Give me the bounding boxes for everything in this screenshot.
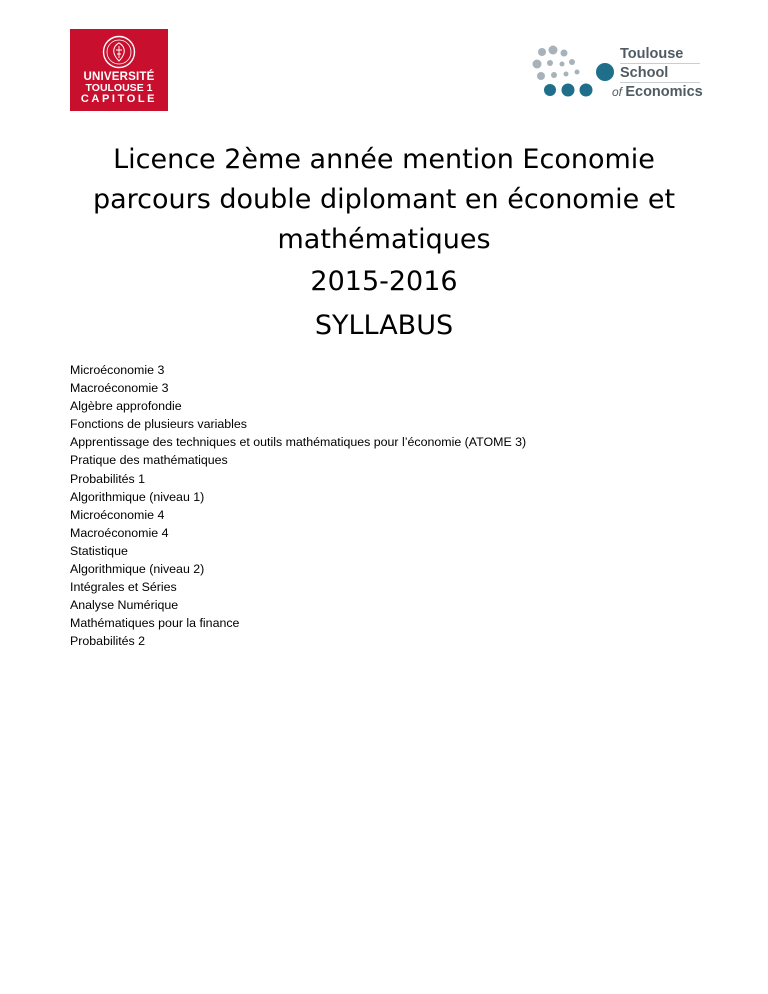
course-item: Algorithmique (niveau 2) [70, 562, 205, 577]
course-item: Probabilités 1 [70, 471, 146, 486]
tse-dots-icon [528, 44, 618, 104]
course-item: Macroéconomie 3 [70, 381, 169, 396]
tse-logo-word-of: of [612, 85, 626, 99]
course-item: Microéconomie 4 [70, 507, 165, 522]
ut1-logo-line1: UNIVERSITÉ [83, 71, 155, 83]
academic-year: 2015-2016 [310, 266, 458, 297]
ut1-logo-line3: CAPITOLE [80, 93, 158, 105]
course-item: Analyse Numérique [70, 598, 179, 613]
title-line-2: parcours double diplomant en économie et [92, 184, 676, 215]
syllabus-heading: SYLLABUS [314, 310, 454, 341]
course-item: Algorithmique (niveau 1) [70, 489, 205, 504]
tse-logo-word-school: School [620, 65, 669, 81]
tse-logo-rule-1 [620, 63, 700, 64]
ut1-logo-line2: TOULOUSE 1 [85, 82, 153, 94]
tse-logo-word-economics [612, 84, 703, 101]
tse-logo-rule-2 [620, 82, 700, 83]
title-line-1: Licence 2ème année mention Economie [113, 144, 655, 175]
course-item: Apprentissage des techniques et outils mathématiques pour l’économie (ATOME 3) [70, 435, 527, 450]
tse-logo-economics-text: Economics [625, 84, 703, 100]
course-item: Statistique [70, 543, 128, 558]
course-item: Algèbre approfondie [70, 399, 182, 414]
course-item: Pratique des mathématiques [70, 453, 228, 468]
course-item: Fonctions de plusieurs variables [70, 417, 248, 432]
course-item: Microéconomie 3 [70, 363, 165, 377]
course-item: Intégrales et Séries [70, 580, 177, 595]
title-line-3: mathématiques [277, 224, 491, 255]
course-item: Probabilités 2 [70, 634, 146, 649]
university-seal-icon [102, 35, 136, 69]
document-title [40, 140, 728, 260]
tse-logo [528, 44, 704, 104]
course-item: Macroéconomie 4 [70, 525, 169, 540]
ut1-capitole-logo [70, 29, 168, 111]
tse-logo-word-toulouse: Toulouse [620, 46, 684, 62]
course-item: Mathématiques pour la finance [70, 616, 240, 631]
course-list [70, 361, 526, 651]
